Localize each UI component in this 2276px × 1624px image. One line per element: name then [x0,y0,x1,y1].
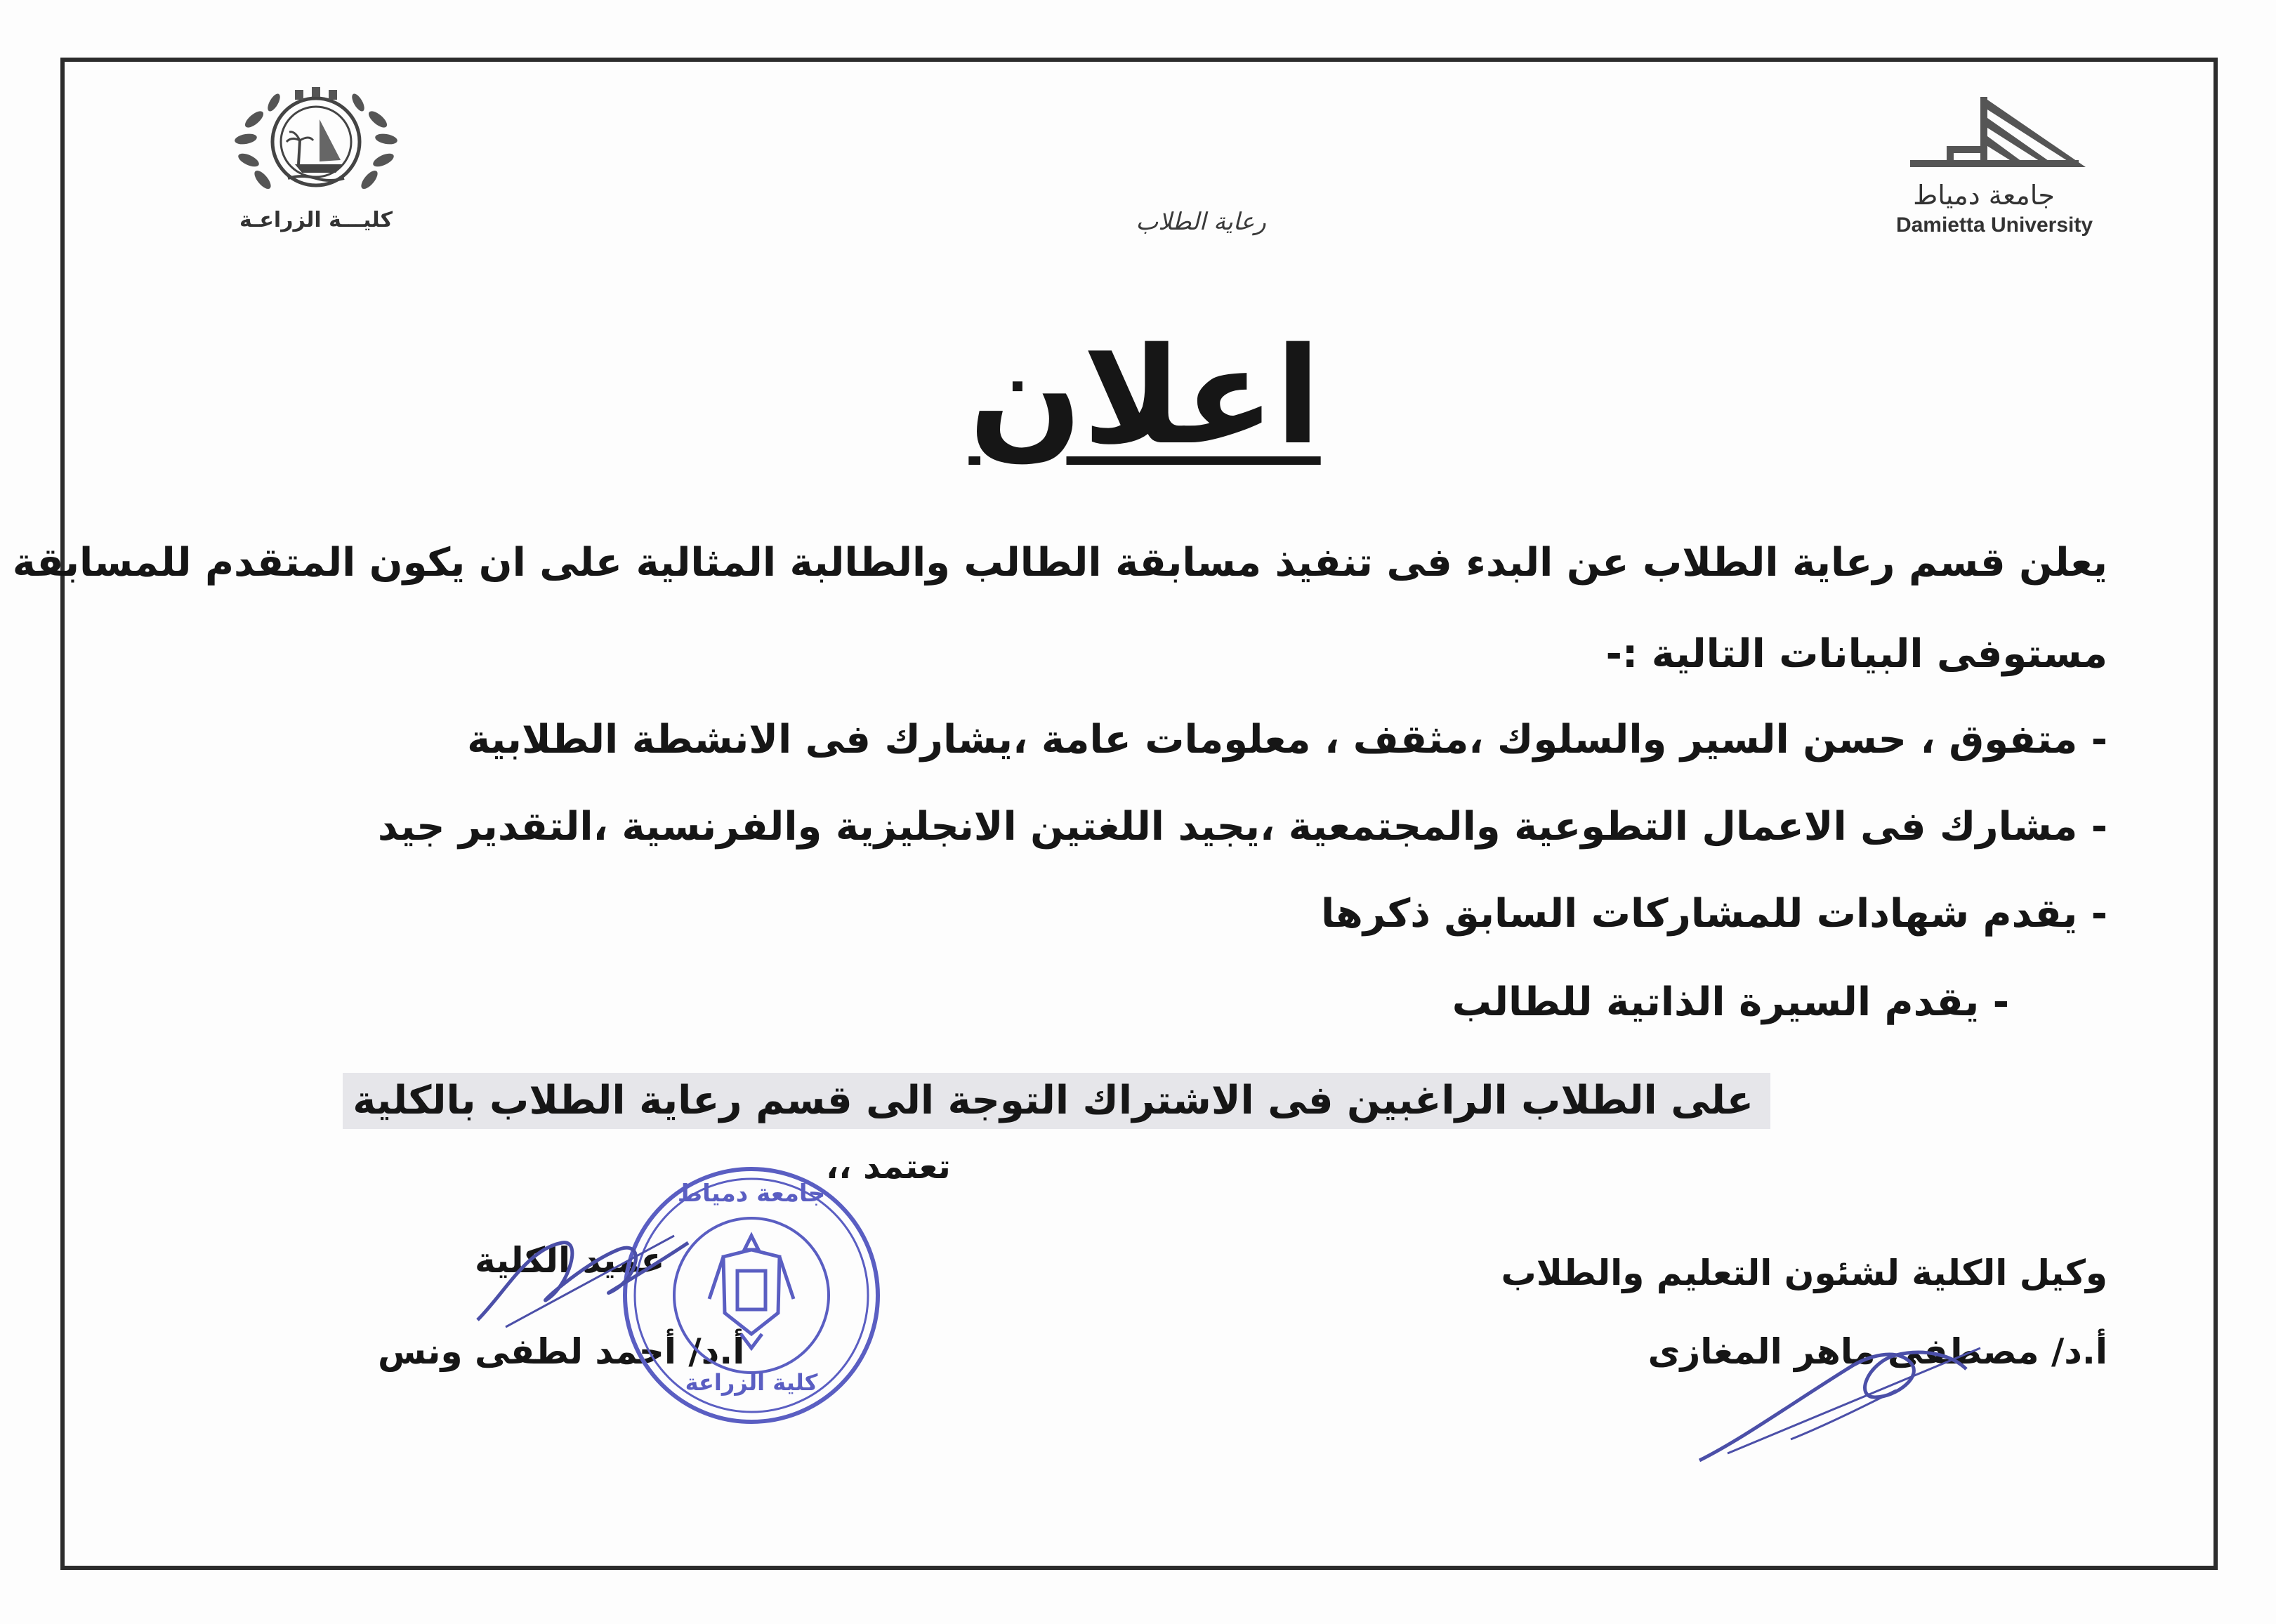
intro-line-2: مستوفى البيانات التالية :- [1605,631,2107,677]
intro-line-1: يعلن قسم رعاية الطلاب عن البدء فى تنفيذ مسابقة الطالب والطالبة المثالية على ان يكون المتقدم للمسابقة [12,540,2107,586]
vice-dean-title: وكيل الكلية لشئون التعليم والطلاب [1501,1253,2107,1293]
announcement-title: اعلان [968,319,1321,474]
approval-label: تعتمد ،، [826,1147,951,1187]
dean-title: عميد الكلية [475,1240,665,1281]
university-logo [1882,90,2107,237]
university-name-english: Damietta University [1895,213,2093,237]
stamp-top-text: جامعة دمياط [677,1180,826,1208]
requirement-item: - متفوق ، حسن السير والسلوك ،مثقف ، معلومات عامة ،يشارك فى الانشطة الطلابية [467,717,2107,763]
department-label: رعاية الطلاب [1136,208,1266,236]
faculty-caption: كليـــة الزراعـة [239,208,393,232]
vice-dean-name: أ.د/ مصطفى ماهر المغازى [1647,1331,2107,1372]
university-name-arabic: جامعة دمياط [1913,180,2055,211]
stamp-bottom-text: كلية الزراعة [685,1369,818,1396]
faculty-emblem-logo [190,77,442,239]
highlighted-notice: على الطلاب الراغبين فى الاشتراك التوجة الى قسم رعاية الطلاب بالكلية [343,1073,1770,1129]
dean-name: أ.د/ أحمد لطفى ونس [378,1331,745,1372]
requirement-item: - مشارك فى الاعمال التطوعية والمجتمعية ،يجيد اللغتين الانجليزية والفرنسية ،التقدير جيد [377,804,2107,850]
requirement-item: - يقدم السيرة الذاتية للطالب [1452,979,2009,1025]
official-stamp [618,1158,885,1432]
requirement-item: - يقدم شهادات للمشاركات السابق ذكرها [1321,891,2107,937]
